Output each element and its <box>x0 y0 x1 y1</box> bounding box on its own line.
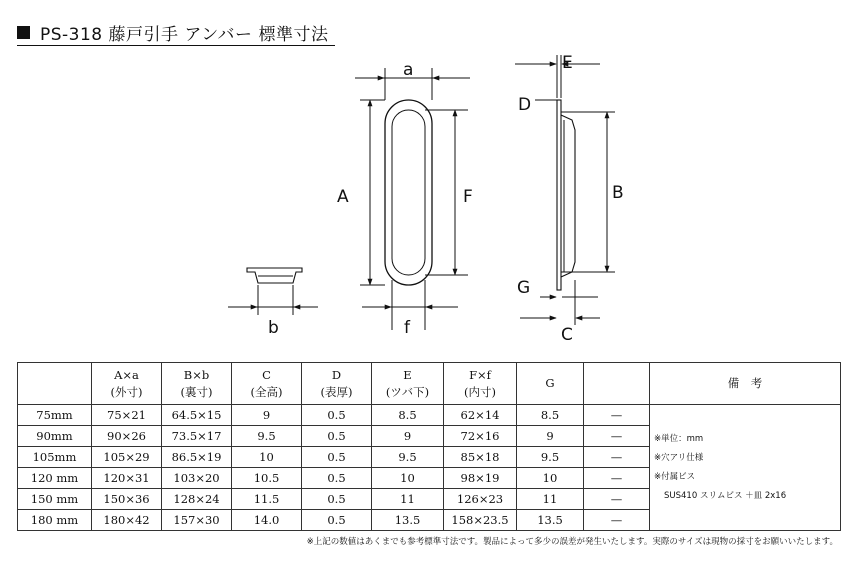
cell-G: 9.5 <box>517 447 584 468</box>
cell-Ff: 158×23.5 <box>444 510 517 531</box>
cell-Aa: 105×29 <box>92 447 162 468</box>
label-G: G <box>517 278 531 298</box>
cell-Aa: 90×26 <box>92 426 162 447</box>
cell-Bb: 86.5×19 <box>162 447 232 468</box>
cell-size: 75mm <box>18 405 92 426</box>
label-C: C <box>561 325 573 345</box>
cell-C: 9 <box>232 405 302 426</box>
remark-unit: ※単位：mm <box>654 433 704 444</box>
cell-Ff: 85×18 <box>444 447 517 468</box>
cell-Aa: 75×21 <box>92 405 162 426</box>
label-F: F <box>463 187 473 207</box>
cell-size: 120 mm <box>18 468 92 489</box>
header-D: D (表厚) <box>302 363 372 405</box>
footnote: ※上記の数値はあくまでも参考標準寸法です。製品によって多少の誤差が発生いたします。実際のサイズは現物の採寸をお願いいたします。 <box>306 537 838 547</box>
cell-C: 14.0 <box>232 510 302 531</box>
header-size <box>18 363 92 405</box>
cell-G: 9 <box>517 426 584 447</box>
cell-Ff: 62×14 <box>444 405 517 426</box>
cell-Bb: 103×20 <box>162 468 232 489</box>
cell-Aa: 120×31 <box>92 468 162 489</box>
front-view-inner <box>392 110 425 275</box>
cell-Ff: 72×16 <box>444 426 517 447</box>
header-remarks: 備 考 <box>650 363 841 405</box>
cell-E: 10 <box>372 468 444 489</box>
cell-D: 0.5 <box>302 447 372 468</box>
cell-E: 11 <box>372 489 444 510</box>
cell-Aa: 180×42 <box>92 510 162 531</box>
header-Ff: F×f (内寸) <box>444 363 517 405</box>
remark-screw-included: ※付属ビス <box>654 471 696 482</box>
cell-E: 9 <box>372 426 444 447</box>
label-D: D <box>518 95 532 115</box>
cell-Bb: 128×24 <box>162 489 232 510</box>
cell-Bb: 64.5×15 <box>162 405 232 426</box>
cell-Ff: 98×19 <box>444 468 517 489</box>
table-row <box>18 405 841 426</box>
label-f: f <box>404 318 410 338</box>
spec-table <box>17 362 841 531</box>
cell-Bb: 157×30 <box>162 510 232 531</box>
cell-Aa: 150×36 <box>92 489 162 510</box>
cell-extra: — <box>584 489 650 510</box>
header-blank <box>584 363 650 405</box>
table-header-row <box>18 363 841 405</box>
cell-C: 9.5 <box>232 426 302 447</box>
cell-G: 11 <box>517 489 584 510</box>
cell-D: 0.5 <box>302 489 372 510</box>
remark-screw-spec: SUS410 スリムビス ＋皿 2x16 <box>664 490 787 501</box>
label-a: a <box>403 60 414 80</box>
cell-G: 8.5 <box>517 405 584 426</box>
cell-G: 13.5 <box>517 510 584 531</box>
cell-extra: — <box>584 426 650 447</box>
page-title-text: PS-318 藤戸引手 アンバー 標準寸法 <box>40 24 329 45</box>
cell-extra: — <box>584 468 650 489</box>
label-E: E <box>562 53 573 73</box>
cell-D: 0.5 <box>302 426 372 447</box>
cell-E: 8.5 <box>372 405 444 426</box>
header-C: C (全高) <box>232 363 302 405</box>
cell-C: 10.5 <box>232 468 302 489</box>
cell-size: 150 mm <box>18 489 92 510</box>
label-B: B <box>612 183 624 203</box>
cell-C: 10 <box>232 447 302 468</box>
header-Bb: B×b (裏寸) <box>162 363 232 405</box>
cell-E: 13.5 <box>372 510 444 531</box>
cell-E: 9.5 <box>372 447 444 468</box>
cell-size: 105mm <box>18 447 92 468</box>
header-G: G <box>517 363 584 405</box>
cell-D: 0.5 <box>302 510 372 531</box>
label-b: b <box>268 318 279 338</box>
cell-size: 90mm <box>18 426 92 447</box>
header-E: E (ツバ下) <box>372 363 444 405</box>
cell-G: 10 <box>517 468 584 489</box>
remarks-cell <box>650 405 841 531</box>
cell-extra: — <box>584 510 650 531</box>
label-A: A <box>337 187 349 207</box>
cell-extra: — <box>584 447 650 468</box>
side-view-body <box>561 115 575 277</box>
cell-Bb: 73.5×17 <box>162 426 232 447</box>
header-Aa: A×a (外寸) <box>92 363 162 405</box>
remark-hole: ※穴アリ仕様 <box>654 452 704 463</box>
cell-extra: — <box>584 405 650 426</box>
cell-size: 180 mm <box>18 510 92 531</box>
cell-Ff: 126×23 <box>444 489 517 510</box>
cell-C: 11.5 <box>232 489 302 510</box>
cell-D: 0.5 <box>302 405 372 426</box>
cell-D: 0.5 <box>302 468 372 489</box>
side-view-flange <box>557 100 561 290</box>
